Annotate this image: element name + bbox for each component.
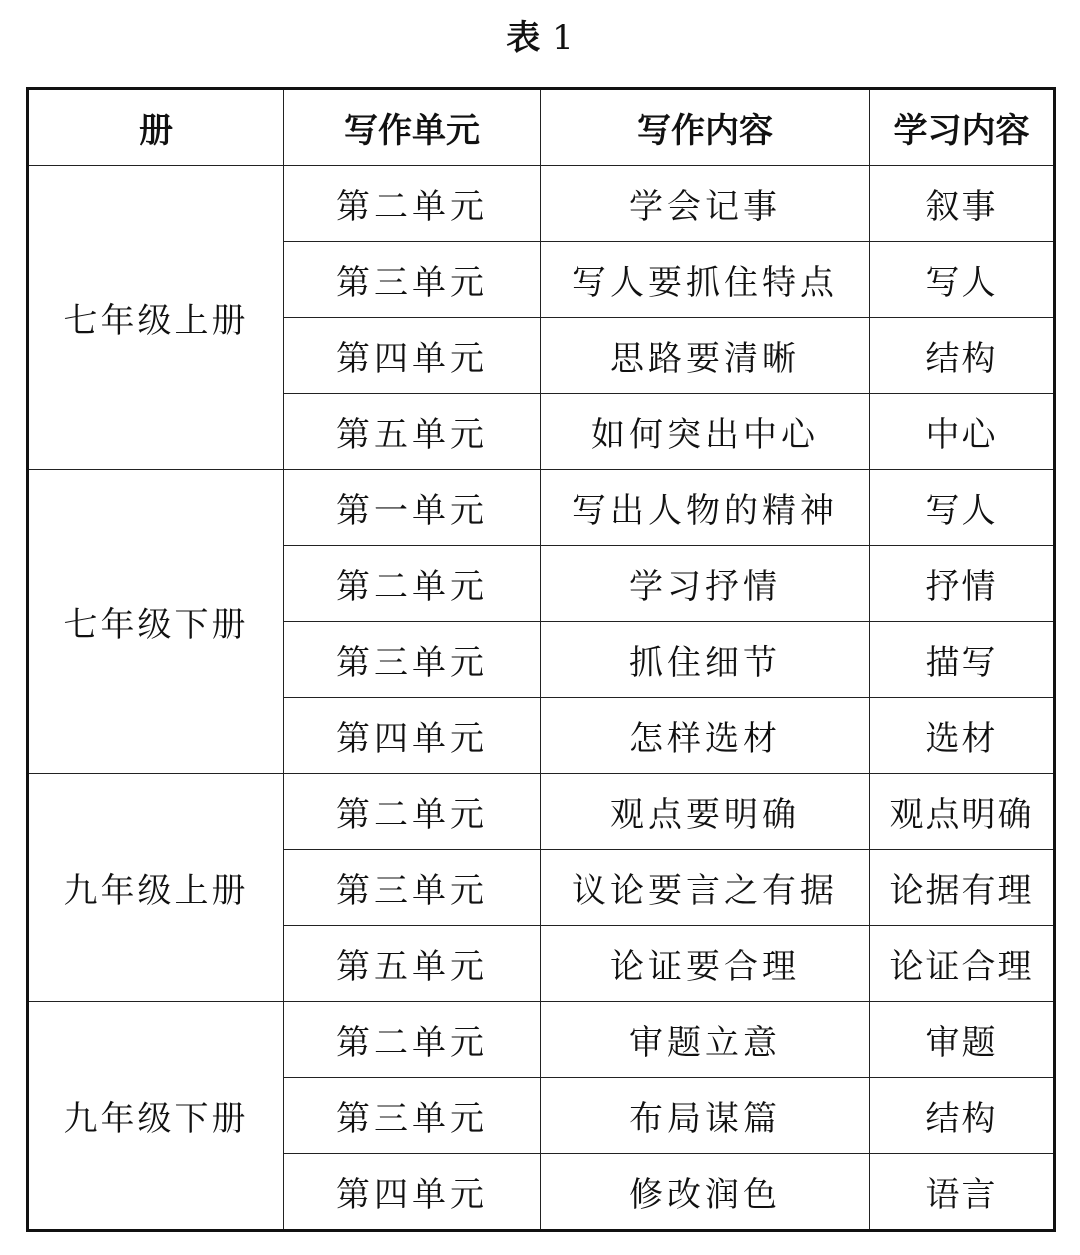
header-study-content: 学习内容: [870, 89, 1055, 166]
unit-cell: 第二单元: [284, 1002, 541, 1078]
study-cell: 语言: [870, 1154, 1055, 1231]
table-row: [28, 470, 1055, 546]
unit-cell: 第五单元: [284, 394, 541, 470]
unit-cell: 第二单元: [284, 166, 541, 242]
content-cell: 写出人物的精神: [541, 470, 870, 546]
study-cell: 叙事: [870, 166, 1055, 242]
unit-cell: 第四单元: [284, 698, 541, 774]
header-writing-unit: 写作单元: [284, 89, 541, 166]
table-header: [28, 89, 1055, 166]
content-cell: 思路要清晰: [541, 318, 870, 394]
header-writing-content: 写作内容: [541, 89, 870, 166]
table-row: [28, 166, 1055, 242]
content-cell: 论证要合理: [541, 926, 870, 1002]
table-body: [28, 166, 1055, 1231]
study-cell: 论据有理: [870, 850, 1055, 926]
book-cell: 七年级上册: [28, 166, 284, 470]
unit-cell: 第五单元: [284, 926, 541, 1002]
unit-cell: 第二单元: [284, 774, 541, 850]
content-cell: 学习抒情: [541, 546, 870, 622]
study-cell: 论证合理: [870, 926, 1055, 1002]
content-cell: 学会记事: [541, 166, 870, 242]
unit-cell: 第四单元: [284, 1154, 541, 1231]
unit-cell: 第三单元: [284, 622, 541, 698]
study-cell: 结构: [870, 318, 1055, 394]
content-cell: 抓住细节: [541, 622, 870, 698]
content-cell: 怎样选材: [541, 698, 870, 774]
unit-cell: 第四单元: [284, 318, 541, 394]
content-cell: 如何突出中心: [541, 394, 870, 470]
book-cell: 九年级上册: [28, 774, 284, 1002]
study-cell: 抒情: [870, 546, 1055, 622]
caption-number: 1: [552, 18, 574, 58]
table-row: [28, 1002, 1055, 1078]
study-cell: 中心: [870, 394, 1055, 470]
writing-curriculum-table: [26, 87, 1056, 1232]
caption-label: 表: [506, 18, 541, 58]
unit-cell: 第三单元: [284, 1078, 541, 1154]
content-cell: 布局谋篇: [541, 1078, 870, 1154]
content-cell: 写人要抓住特点: [541, 242, 870, 318]
study-cell: 选材: [870, 698, 1055, 774]
book-cell: 九年级下册: [28, 1002, 284, 1231]
table-row: [28, 774, 1055, 850]
study-cell: 描写: [870, 622, 1055, 698]
content-cell: 审题立意: [541, 1002, 870, 1078]
table-caption: [0, 12, 1080, 64]
unit-cell: 第二单元: [284, 546, 541, 622]
header-book: 册: [28, 89, 284, 166]
study-cell: 观点明确: [870, 774, 1055, 850]
study-cell: 结构: [870, 1078, 1055, 1154]
content-cell: 观点要明确: [541, 774, 870, 850]
unit-cell: 第三单元: [284, 850, 541, 926]
study-cell: 审题: [870, 1002, 1055, 1078]
unit-cell: 第一单元: [284, 470, 541, 546]
book-cell: 七年级下册: [28, 470, 284, 774]
content-cell: 修改润色: [541, 1154, 870, 1231]
header-row: [28, 89, 1055, 166]
unit-cell: 第三单元: [284, 242, 541, 318]
study-cell: 写人: [870, 242, 1055, 318]
study-cell: 写人: [870, 470, 1055, 546]
content-cell: 议论要言之有据: [541, 850, 870, 926]
